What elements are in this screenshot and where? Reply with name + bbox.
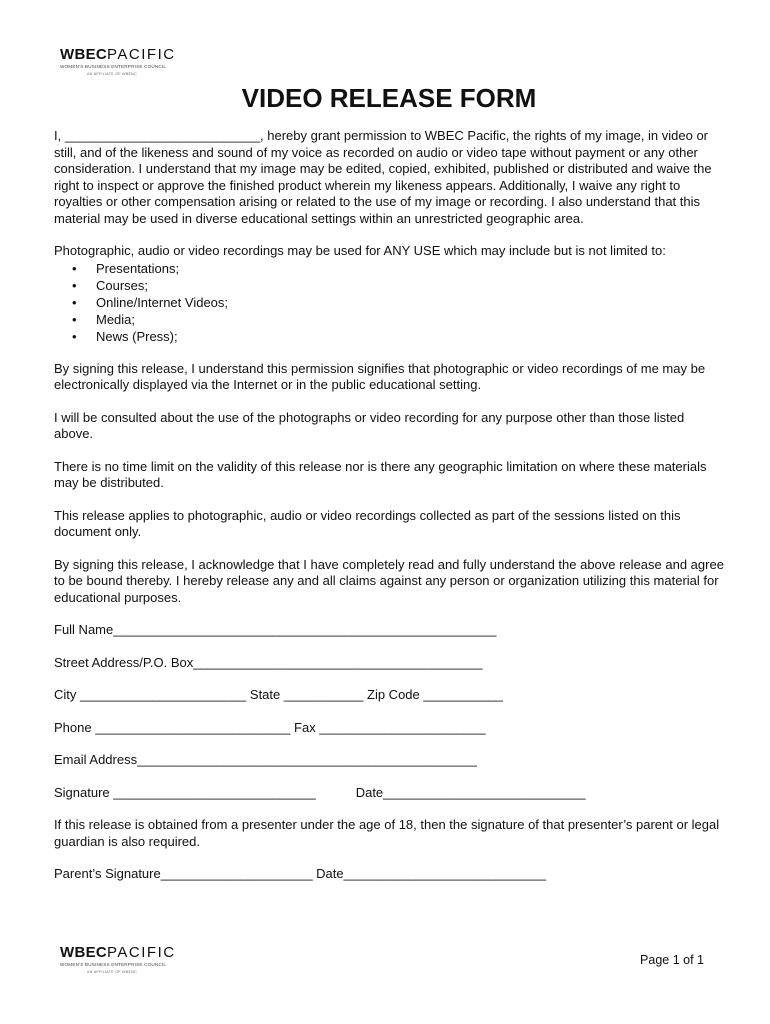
logo-subline: AN AFFILIATE OF WBENC xyxy=(87,72,137,76)
list-item: • Media; xyxy=(96,311,724,328)
acknowledge-paragraph: By signing this release, I acknowledge that I have completely read and fully understand the above release and agree to be bound thereby. I hereby release any and all claims against any person or organization utilizing this material for educational purposes. xyxy=(54,556,724,605)
consulted-paragraph: I will be consulted about the use of the photographs or video recording for any purpose other than those listed above. xyxy=(54,409,685,441)
phone-fax-field[interactable]: Phone ___________________________ Fax _______________________ xyxy=(54,719,486,735)
minor-paragraph: If this release is obtained from a presenter under the age of 18, then the signature of that presenter’s parent or legal guardian is also required. xyxy=(54,817,720,849)
list-item: • Online/Internet Videos; xyxy=(96,294,724,311)
signature-field[interactable]: Signature ____________________________ xyxy=(54,784,316,800)
page-number: Page 1 of 1 xyxy=(640,953,704,967)
street-address-field[interactable]: Street Address/P.O. Box________________________________________ xyxy=(54,654,483,670)
document-title: VIDEO RELEASE FORM xyxy=(241,83,537,113)
date-field[interactable]: Date____________________________ xyxy=(355,784,586,800)
time-limit-paragraph: There is no time limit on the validity of this release nor is there any geographic limitation on where these materials may be distributed. xyxy=(54,458,707,490)
logo-wordmark: WBECPACIFIC xyxy=(60,944,176,961)
uses-intro: Photographic, audio or video recordings may be used for ANY USE which may include but is not limited to: xyxy=(54,243,666,258)
signature-date-row xyxy=(54,785,724,802)
intro-paragraph: I, ___________________________, hereby grant permission to WBEC Pacific, the rights of my image, in video or still, and of the likeness and sound of my voice as recorded on audio or video tape without payment or any other consideration. I understand that my image may be edited, copied, exhibited, published or distributed and waive the right to inspect or approve the finished product wherein my likeness appears. Additionally, I waive any right to royalties or other compensation arising or related to the use of my image or recording. I also understand that this material may be used in diverse educational settings within an unrestricted geographic area. xyxy=(54,128,712,226)
email-field[interactable]: Email Address_______________________________________________ xyxy=(54,752,477,767)
document-body xyxy=(54,82,724,899)
logo-subline: AN AFFILIATE OF WBENC xyxy=(87,970,137,974)
wbec-pacific-footer-logo xyxy=(60,944,176,975)
wbec-pacific-logo xyxy=(60,46,176,77)
list-item: • News (Press); xyxy=(96,328,724,345)
signing-paragraph: By signing this release, I understand this permission signifies that photographic or video recordings of me may be electronically displayed via the Internet or in the public educational setting. xyxy=(54,360,706,392)
city-state-zip-field[interactable]: City _______________________ State ___________ Zip Code ___________ xyxy=(54,687,503,702)
full-name-field[interactable]: Full Name_____________________________________________________ xyxy=(54,622,497,637)
applies-paragraph: This release applies to photographic, audio or video recordings collected as part of the sessions listed on this document only. xyxy=(54,507,681,539)
parent-signature-field[interactable]: Parent’s Signature_____________________ Date____________________________ xyxy=(54,866,547,881)
logo-tagline: WOMEN'S BUSINESS ENTERPRISE COUNCIL xyxy=(60,962,167,967)
uses-list xyxy=(54,260,724,345)
list-item: • Presentations; xyxy=(96,260,724,277)
logo-tagline: WOMEN'S BUSINESS ENTERPRISE COUNCIL xyxy=(60,64,167,69)
logo-wordmark: WBECPACIFIC xyxy=(60,46,176,63)
list-item: • Courses; xyxy=(96,277,724,294)
